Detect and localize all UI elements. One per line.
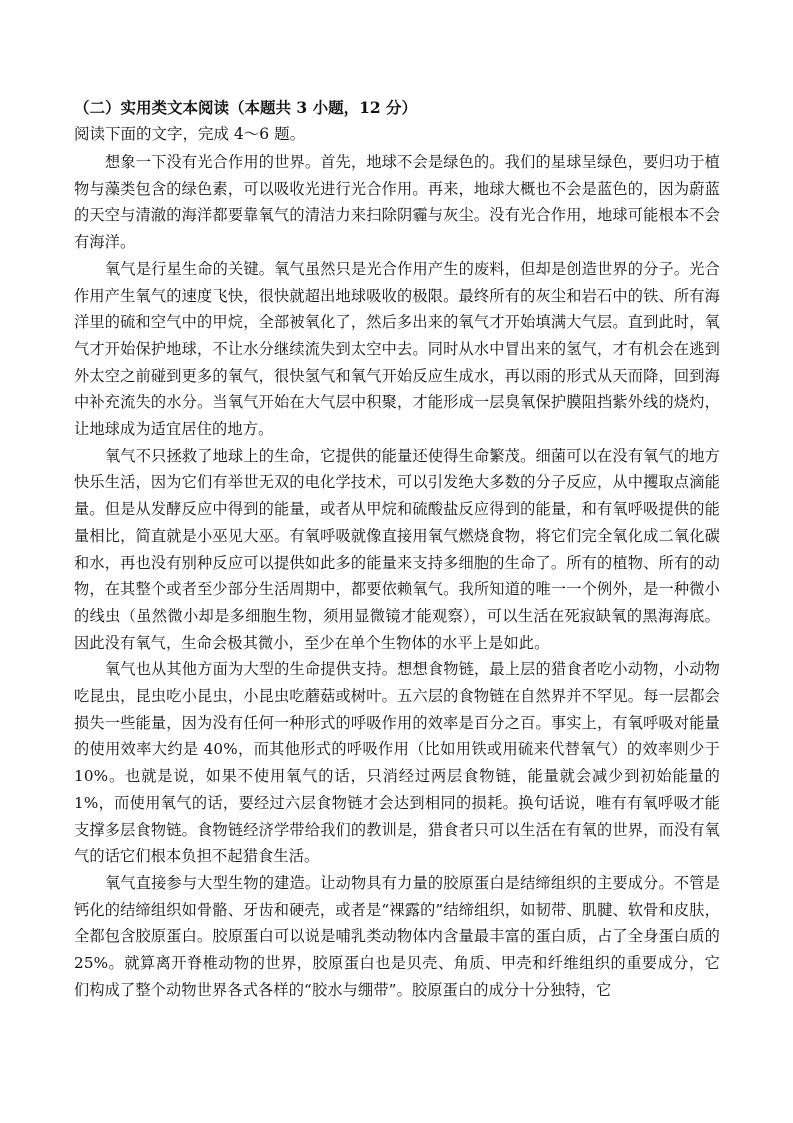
paragraph-5: 氧气直接参与大型生物的建造。让动物具有力量的胶原蛋白是结缔组织的主要成分。不管是钙化的结缔组织如骨骼、牙齿和硬壳，或者是“裸露的”结缔组织，如韧带、肌腱、软骨和皮肤，全都包含胶原蛋白。胶原蛋白可以说是哺乳类动物体内含量最丰富的蛋白质，占了全身蛋白质的 25%。就算离开脊椎动物的世界，胶原蛋白也是贝壳、角质、甲壳和纤维组织的重要成分，它们构成了整个动物世界各式各样的“胶水与绷带”。胶原蛋白的成分十分独特，它 <box>74 873 720 999</box>
paragraph-3: 氧气不只拯救了地球上的生命，它提供的能量还使得生命繁茂。细菌可以在没有氧气的地方快乐生活，因为它们有举世无双的电化学技术，可以引发绝大多数的分子反应，从中攫取点滴能量。但是从发酵反应中得到的能量，或者从甲烷和硫酸盐反应得到的能量，和有氧呼吸提供的能量相比，简直就是小巫见大巫。有氧呼吸就像直接用氧气燃烧食物，将它们完全氧化成二氧化碳和水，再也没有别种反应可以提供如此多的能量来支持多细胞的生命了。所有的植物、所有的动物，在其整个或者至少部分生活周期中，都要依赖氧气。我所知道的唯一一个例外，是一种微小的线虫（虽然微小却是多细胞生物，须用显微镜才能观察），可以生活在死寂缺氧的黑海海底。因此没有氧气，生命会极其微小，至少在单个生物体的水平上是如此。 <box>74 446 720 652</box>
paragraph-4: 氧气也从其他方面为大型的生命提供支持。想想食物链，最上层的猎食者吃小动物，小动物吃昆虫，昆虫吃小昆虫，小昆虫吃蘑菇或树叶。五六层的食物链在自然界并不罕见。每一层都会损失一些能量，因为没有任何一种形式的呼吸作用的效率是百分之百。事实上，有氧呼吸对能量的使用效率大约是 40%，而其他形式的呼吸作用（比如用铁或用硫来代替氧气）的效率则少于 10%。也就是说，如果不使用氧气的话，只消经过两层食物链，能量就会减少到初始能量的 1%，而使用氧气的话，要经过六层食物链才会达到相同的损耗。换句话说，唯有有氧呼吸才能支撑多层食物链。食物链经济学带给我们的教训是，猎食者只可以生活在有氧的世界，而没有氧气的话它们根本负担不起猎食生活。 <box>74 660 720 866</box>
paragraph-1: 想象一下没有光合作用的世界。首先，地球不会是绿色的。我们的星球呈绿色，要归功于植物与藻类包含的绿色素，可以吸收光进行光合作用。再来，地球大概也不会是蓝色的，因为蔚蓝的天空与清澈的海洋都要靠氧气的清洁力来扫除阴霾与灰尘。没有光合作用，地球可能根本不会有海洋。 <box>74 153 720 252</box>
section-heading: （二）实用类文本阅读（本题共 3 小题，12 分） <box>74 98 418 117</box>
article-body <box>74 149 720 1004</box>
reading-instruction: 阅读下面的文字，完成 4～6 题。 <box>74 125 306 143</box>
paragraph-2: 氧气是行星生命的关键。氧气虽然只是光合作用产生的废料，但却是创造世界的分子。光合作用产生氧气的速度飞快，很快就超出地球吸收的极限。最终所有的灰尘和岩石中的铁、所有海洋里的硫和空气中的甲烷，全部被氧化了，然后多出来的氧气才开始填满大气层。直到此时，氧气才开始保护地球，不让水分继续流失到太空中去。同时从水中冒出来的氢气，才有机会在逃到外太空之前碰到更多的氧气，很快氢气和氧气开始反应生成水，再以雨的形式从天而降，回到海中补充流失的水分。当氧气开始在大气层中积聚，才能形成一层臭氧保护膜阻挡紫外线的烧灼，让地球成为适宜居住的地方。 <box>74 259 720 439</box>
